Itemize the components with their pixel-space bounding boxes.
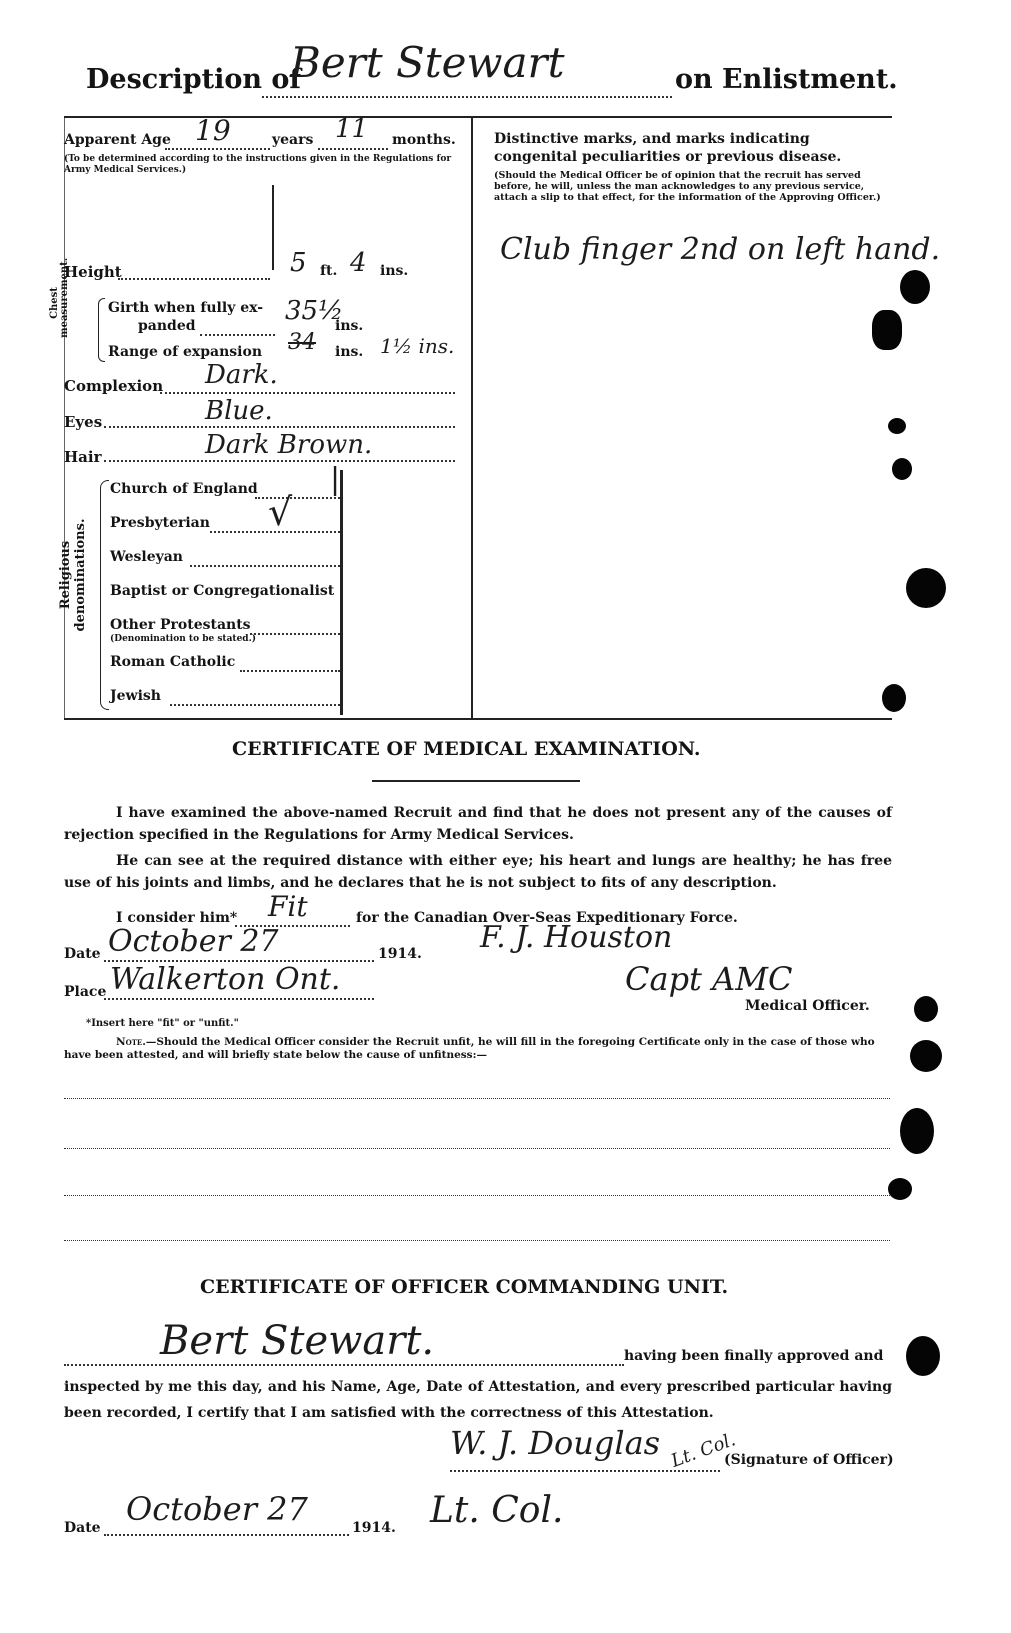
religion-column-line (340, 470, 343, 715)
edge-blot (900, 1108, 934, 1154)
medical-place-label: Place (64, 984, 107, 1000)
ins-label: ins. (380, 263, 409, 279)
complexion-line (160, 392, 455, 394)
eyes-label: Eyes (64, 413, 103, 431)
insert-note: *Insert here "fit" or "unfit." (86, 1018, 239, 1029)
unfitness-line-4 (64, 1240, 890, 1241)
commanding-officer-rank: Lt. Col. (668, 1429, 739, 1472)
age-months-value: 11 (335, 114, 369, 144)
edge-blot (906, 1336, 940, 1376)
presbyterian-line (210, 531, 340, 533)
edge-blot (872, 310, 902, 350)
edge-blot (888, 1178, 912, 1200)
medical-place-line (104, 998, 374, 1000)
complexion-label: Complexion (64, 377, 164, 395)
age-note: (To be determined according to the instructions given in the Regulations for Army Medical Services.) (64, 154, 452, 175)
girth-ins-label: ins. (335, 318, 364, 334)
age-years-line (165, 148, 270, 150)
girth-label-line1: Girth when fully ex- (108, 300, 264, 316)
commanding-date-line (104, 1534, 349, 1536)
months-label: months. (392, 132, 456, 148)
range-ins-label: ins. (335, 344, 364, 360)
medical-para2: He can see at the required distance with either eye; his heart and lungs are healthy; he has free use of his joints and limbs, and he declares that he is not subject to fits of any description. (64, 853, 892, 891)
range-value: 1½ ins. (380, 334, 455, 358)
consider-label: I consider him* (116, 910, 238, 926)
jewish-label: Jewish (110, 688, 161, 704)
commanding-having: having been finally approved and (624, 1348, 884, 1364)
other-protestants-note: (Denomination to be stated.) (110, 634, 256, 644)
unfitness-line-1 (64, 1098, 890, 1099)
ft-label: ft. (320, 263, 338, 279)
commanding-date-label: Date (64, 1520, 101, 1536)
unfit-note (64, 1036, 892, 1062)
medical-para1: I have examined the above-named Recruit and find that he does not present any of the causes of rejection specified in the Regulations for Army Medical Services. (64, 805, 892, 843)
medical-date-label: Date (64, 946, 101, 962)
range-label: Range of expansion (108, 344, 263, 360)
marks-heading: Distinctive marks, and marks indicating congenital peculiarities or previous disease. (494, 131, 842, 165)
edge-blot (906, 568, 946, 608)
commanding-date-value: October 27 (126, 1490, 308, 1528)
note-text: —Should the Medical Officer consider the Recruit unfit, he will fill in the foregoing Certificate only in the case of those who have been attested, and will briefly state below the cause of unfitness:— (64, 1036, 875, 1061)
frame-top-rule (64, 116, 892, 118)
unfitness-line-3 (64, 1195, 890, 1196)
medical-place-value: Walkerton Ont. (110, 962, 341, 997)
eyes-value: Blue. (205, 396, 273, 426)
consider-value: Fit (268, 890, 308, 923)
other-protestants-label: Other Protestants (110, 617, 251, 633)
edge-blot (888, 418, 906, 434)
commanding-officer-signature: W. J. Douglas (450, 1424, 661, 1462)
commanding-signature-label: (Signature of Officer) (724, 1452, 894, 1468)
church-of-england-label: Church of England (110, 481, 258, 497)
other-protestants-line (250, 633, 340, 635)
height-ins-value: 4 (350, 248, 367, 278)
eyes-line (104, 426, 455, 428)
commanding-date-year: 1914. (352, 1520, 396, 1536)
religion-side-label: Religious denominations. (58, 518, 88, 632)
header-recruit-name: Bert Stewart (290, 38, 565, 87)
header-name-line (262, 96, 672, 98)
commanding-recruit-name: Bert Stewart. (160, 1318, 435, 1364)
edge-blot (910, 1040, 942, 1072)
girth-label-line2: panded (138, 318, 196, 334)
roman-catholic-line (240, 670, 340, 672)
jewish-line (170, 704, 340, 706)
frame-bottom-rule (64, 718, 892, 720)
marks-note: (Should the Medical Officer be of opinion that the recruit has served before, he will, unless the man acknowledges to any previous service, attach a slip to that effect, for the information of the Approving Officer.) (494, 170, 881, 203)
marks-value: Club finger 2nd on left hand. (500, 232, 941, 267)
edge-blot (882, 684, 906, 712)
medical-title: CERTIFICATE OF MEDICAL EXAMINATION. (232, 738, 701, 760)
medical-date-year: 1914. (378, 946, 422, 962)
roman-catholic-label: Roman Catholic (110, 654, 236, 670)
hair-value: Dark Brown. (205, 430, 373, 460)
edge-blot (892, 458, 912, 480)
hair-label: Hair (64, 448, 102, 466)
medical-officer-label: Medical Officer. (745, 998, 870, 1014)
presbyterian-label: Presbyterian (110, 515, 210, 531)
apparent-age-label: Apparent Age (64, 132, 171, 148)
complexion-value: Dark. (205, 360, 278, 390)
age-months-line (318, 148, 388, 150)
consider-force: for the Canadian Over-Seas Expeditionary Force. (356, 910, 738, 926)
note-label: Note. (116, 1036, 146, 1048)
commanding-text: inspected by me this day, and his Name, Age, Date of Attestation, and every prescribed particular having been recorded, I certify that I am satisfied with the correctness of this Attestation. (64, 1379, 892, 1421)
header-on-enlistment: on Enlistment. (675, 64, 898, 95)
presbyterian-mark: √ (268, 490, 293, 534)
commanding-title: CERTIFICATE OF OFFICER COMMANDING UNIT. (200, 1276, 729, 1298)
medical-date-value: October 27 (108, 924, 279, 959)
edge-blot (914, 996, 938, 1022)
girth-value: 35½ (285, 296, 344, 326)
hair-line (104, 460, 455, 462)
medical-officer-signature: F. J. Houston (480, 920, 673, 955)
commanding-initials: Lt. Col. (430, 1490, 564, 1531)
girth-leader (200, 334, 275, 336)
religion-bracket (100, 480, 109, 710)
frame-center-rule (471, 118, 473, 718)
chest-bracket-line (272, 185, 274, 270)
commanding-signature-line (450, 1470, 720, 1472)
medical-title-rule (372, 780, 580, 782)
medical-officer-rank: Capt AMC (625, 960, 793, 998)
chest-bracket (98, 298, 105, 362)
age-years-value: 19 (195, 114, 231, 147)
wesleyan-line (190, 565, 340, 567)
height-leader (118, 278, 270, 280)
header-description-of: Description of (86, 64, 301, 95)
range-struck-value: 34 (288, 330, 316, 355)
baptist-label: Baptist or Congregationalist (110, 583, 335, 599)
height-label: Height (64, 263, 122, 281)
chest-side-label: Chest measurement. (49, 257, 70, 338)
height-ft-value: 5 (290, 248, 307, 278)
years-label: years (272, 132, 314, 148)
commanding-name-line (64, 1364, 624, 1366)
edge-blot (900, 270, 930, 304)
wesleyan-label: Wesleyan (110, 549, 183, 565)
unfitness-line-2 (64, 1148, 890, 1149)
religion-tick-top: | (330, 462, 341, 497)
